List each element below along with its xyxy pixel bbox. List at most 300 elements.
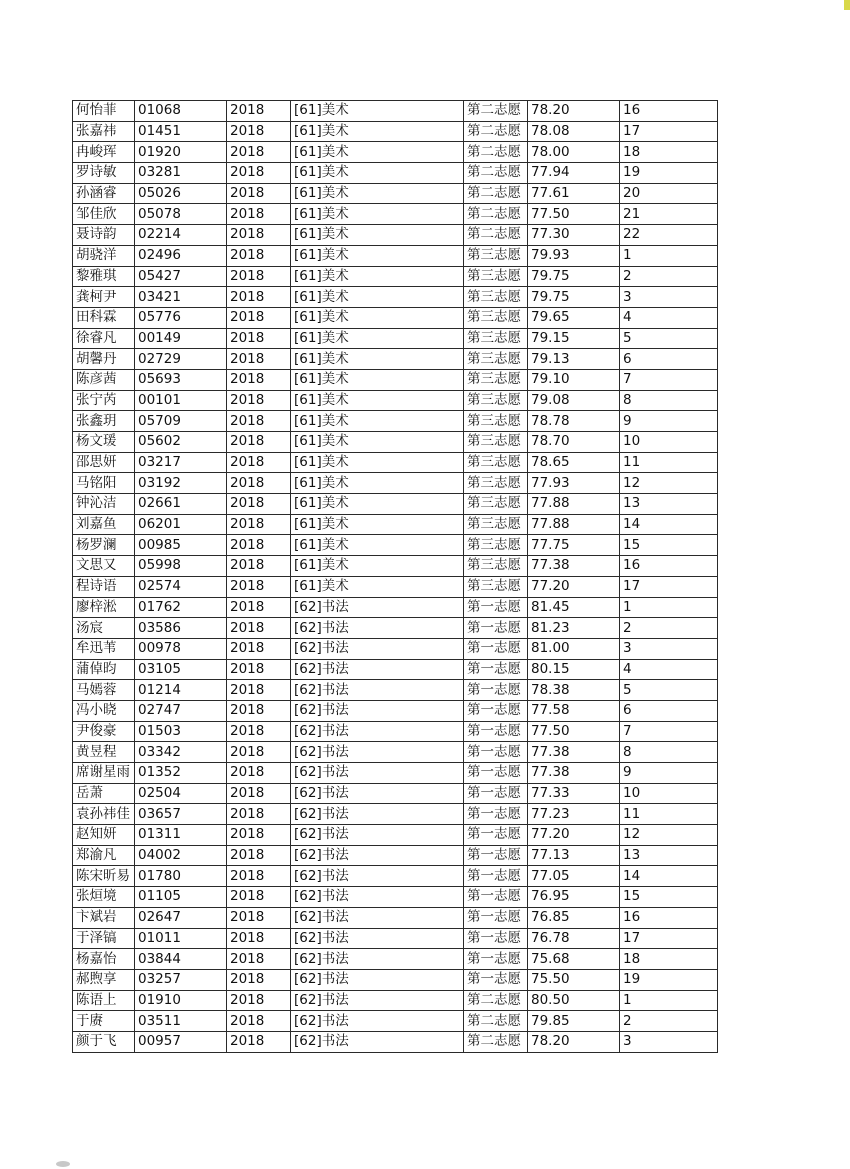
student-name-cell: 汤宸 xyxy=(73,618,135,639)
student-name-cell: 郑渝凡 xyxy=(73,845,135,866)
preference-cell: 第三志愿 xyxy=(464,576,528,597)
subject-cell: [61]美术 xyxy=(291,494,464,515)
subject-cell: [62]书法 xyxy=(291,907,464,928)
student-name-cell: 刘嘉鱼 xyxy=(73,514,135,535)
preference-cell: 第一志愿 xyxy=(464,638,528,659)
student-name-cell: 田科霖 xyxy=(73,307,135,328)
exam-number-cell: 06201 xyxy=(135,514,227,535)
preference-cell: 第一志愿 xyxy=(464,680,528,701)
table-row xyxy=(73,349,718,370)
student-name-cell: 邹佳欣 xyxy=(73,204,135,225)
score-cell: 77.88 xyxy=(528,514,620,535)
preference-cell: 第一志愿 xyxy=(464,804,528,825)
student-name-cell: 钟沁洁 xyxy=(73,494,135,515)
exam-number-cell: 05602 xyxy=(135,432,227,453)
year-cell: 2018 xyxy=(227,700,291,721)
rank-cell: 7 xyxy=(620,369,718,390)
rank-cell: 1 xyxy=(620,597,718,618)
year-cell: 2018 xyxy=(227,928,291,949)
score-cell: 76.78 xyxy=(528,928,620,949)
rank-cell: 19 xyxy=(620,969,718,990)
year-cell: 2018 xyxy=(227,204,291,225)
student-name-cell: 张烜境 xyxy=(73,887,135,908)
table-row xyxy=(73,763,718,784)
subject-cell: [62]书法 xyxy=(291,638,464,659)
table-row xyxy=(73,638,718,659)
student-name-cell: 赵知妍 xyxy=(73,825,135,846)
exam-number-cell: 01762 xyxy=(135,597,227,618)
score-cell: 78.78 xyxy=(528,411,620,432)
rank-cell: 10 xyxy=(620,432,718,453)
subject-cell: [61]美术 xyxy=(291,390,464,411)
year-cell: 2018 xyxy=(227,349,291,370)
rank-cell: 3 xyxy=(620,1031,718,1052)
table-row xyxy=(73,266,718,287)
preference-cell: 第三志愿 xyxy=(464,307,528,328)
table-row xyxy=(73,845,718,866)
score-cell: 79.65 xyxy=(528,307,620,328)
subject-cell: [62]书法 xyxy=(291,928,464,949)
preference-cell: 第三志愿 xyxy=(464,328,528,349)
score-cell: 77.88 xyxy=(528,494,620,515)
preference-cell: 第一志愿 xyxy=(464,742,528,763)
table-row xyxy=(73,204,718,225)
student-name-cell: 岳萧 xyxy=(73,783,135,804)
preference-cell: 第二志愿 xyxy=(464,990,528,1011)
preference-cell: 第一志愿 xyxy=(464,969,528,990)
subject-cell: [62]书法 xyxy=(291,1011,464,1032)
year-cell: 2018 xyxy=(227,659,291,680)
student-name-cell: 于赓 xyxy=(73,1011,135,1032)
year-cell: 2018 xyxy=(227,101,291,122)
year-cell: 2018 xyxy=(227,1011,291,1032)
score-cell: 77.94 xyxy=(528,163,620,184)
student-name-cell: 杨嘉怡 xyxy=(73,949,135,970)
year-cell: 2018 xyxy=(227,245,291,266)
student-name-cell: 张嘉祎 xyxy=(73,121,135,142)
admission-score-table xyxy=(72,100,718,1053)
scan-edge-mark xyxy=(844,0,850,10)
student-name-cell: 马嫣蓉 xyxy=(73,680,135,701)
year-cell: 2018 xyxy=(227,432,291,453)
student-name-cell: 颜于飞 xyxy=(73,1031,135,1052)
student-name-cell: 尹俊豪 xyxy=(73,721,135,742)
score-cell: 78.00 xyxy=(528,142,620,163)
subject-cell: [61]美术 xyxy=(291,535,464,556)
table-row xyxy=(73,328,718,349)
rank-cell: 8 xyxy=(620,390,718,411)
rank-cell: 1 xyxy=(620,990,718,1011)
exam-number-cell: 02647 xyxy=(135,907,227,928)
exam-number-cell: 05709 xyxy=(135,411,227,432)
exam-number-cell: 00957 xyxy=(135,1031,227,1052)
rank-cell: 12 xyxy=(620,473,718,494)
table-row xyxy=(73,287,718,308)
score-cell: 78.20 xyxy=(528,1031,620,1052)
subject-cell: [61]美术 xyxy=(291,473,464,494)
student-name-cell: 聂诗韵 xyxy=(73,225,135,246)
year-cell: 2018 xyxy=(227,121,291,142)
subject-cell: [61]美术 xyxy=(291,287,464,308)
preference-cell: 第一志愿 xyxy=(464,659,528,680)
exam-number-cell: 03511 xyxy=(135,1011,227,1032)
table-row xyxy=(73,907,718,928)
exam-number-cell: 01503 xyxy=(135,721,227,742)
preference-cell: 第三志愿 xyxy=(464,514,528,535)
preference-cell: 第二志愿 xyxy=(464,101,528,122)
subject-cell: [61]美术 xyxy=(291,163,464,184)
preference-cell: 第三志愿 xyxy=(464,494,528,515)
preference-cell: 第一志愿 xyxy=(464,907,528,928)
exam-number-cell: 05427 xyxy=(135,266,227,287)
exam-number-cell: 01910 xyxy=(135,990,227,1011)
subject-cell: [62]书法 xyxy=(291,866,464,887)
table-row xyxy=(73,949,718,970)
year-cell: 2018 xyxy=(227,763,291,784)
subject-cell: [61]美术 xyxy=(291,452,464,473)
subject-cell: [61]美术 xyxy=(291,411,464,432)
rank-cell: 3 xyxy=(620,287,718,308)
subject-cell: [62]书法 xyxy=(291,659,464,680)
rank-cell: 16 xyxy=(620,556,718,577)
student-name-cell: 冉峻珲 xyxy=(73,142,135,163)
exam-number-cell: 01105 xyxy=(135,887,227,908)
score-cell: 77.20 xyxy=(528,576,620,597)
table-row xyxy=(73,576,718,597)
score-cell: 77.23 xyxy=(528,804,620,825)
year-cell: 2018 xyxy=(227,742,291,763)
student-name-cell: 张宁芮 xyxy=(73,390,135,411)
rank-cell: 10 xyxy=(620,783,718,804)
rank-cell: 19 xyxy=(620,163,718,184)
rank-cell: 5 xyxy=(620,680,718,701)
exam-number-cell: 03257 xyxy=(135,969,227,990)
student-name-cell: 袁孙祎佳 xyxy=(73,804,135,825)
table-row xyxy=(73,825,718,846)
preference-cell: 第一志愿 xyxy=(464,887,528,908)
preference-cell: 第三志愿 xyxy=(464,535,528,556)
table-row xyxy=(73,163,718,184)
exam-number-cell: 02661 xyxy=(135,494,227,515)
score-cell: 75.68 xyxy=(528,949,620,970)
exam-number-cell: 02729 xyxy=(135,349,227,370)
year-cell: 2018 xyxy=(227,287,291,308)
year-cell: 2018 xyxy=(227,163,291,184)
score-cell: 75.50 xyxy=(528,969,620,990)
subject-cell: [61]美术 xyxy=(291,142,464,163)
student-name-cell: 何怡菲 xyxy=(73,101,135,122)
year-cell: 2018 xyxy=(227,142,291,163)
student-name-cell: 胡馨丹 xyxy=(73,349,135,370)
preference-cell: 第三志愿 xyxy=(464,432,528,453)
subject-cell: [61]美术 xyxy=(291,432,464,453)
preference-cell: 第一志愿 xyxy=(464,700,528,721)
rank-cell: 9 xyxy=(620,763,718,784)
year-cell: 2018 xyxy=(227,328,291,349)
subject-cell: [62]书法 xyxy=(291,969,464,990)
subject-cell: [61]美术 xyxy=(291,307,464,328)
year-cell: 2018 xyxy=(227,473,291,494)
subject-cell: [62]书法 xyxy=(291,804,464,825)
preference-cell: 第一志愿 xyxy=(464,825,528,846)
score-cell: 78.20 xyxy=(528,101,620,122)
rank-cell: 3 xyxy=(620,638,718,659)
rank-cell: 15 xyxy=(620,887,718,908)
preference-cell: 第一志愿 xyxy=(464,721,528,742)
year-cell: 2018 xyxy=(227,1031,291,1052)
year-cell: 2018 xyxy=(227,845,291,866)
student-name-cell: 龚柯尹 xyxy=(73,287,135,308)
exam-number-cell: 02504 xyxy=(135,783,227,804)
table-row xyxy=(73,369,718,390)
year-cell: 2018 xyxy=(227,452,291,473)
student-name-cell: 罗诗敏 xyxy=(73,163,135,184)
exam-number-cell: 04002 xyxy=(135,845,227,866)
score-cell: 78.08 xyxy=(528,121,620,142)
exam-number-cell: 01311 xyxy=(135,825,227,846)
rank-cell: 6 xyxy=(620,700,718,721)
table-row xyxy=(73,990,718,1011)
preference-cell: 第二志愿 xyxy=(464,142,528,163)
subject-cell: [62]书法 xyxy=(291,618,464,639)
exam-number-cell: 05026 xyxy=(135,183,227,204)
table-row xyxy=(73,680,718,701)
student-name-cell: 邵思妍 xyxy=(73,452,135,473)
exam-number-cell: 01214 xyxy=(135,680,227,701)
subject-cell: [61]美术 xyxy=(291,556,464,577)
rank-cell: 17 xyxy=(620,928,718,949)
rank-cell: 1 xyxy=(620,245,718,266)
score-cell: 77.38 xyxy=(528,742,620,763)
student-name-cell: 杨文瑗 xyxy=(73,432,135,453)
year-cell: 2018 xyxy=(227,576,291,597)
subject-cell: [62]书法 xyxy=(291,700,464,721)
preference-cell: 第二志愿 xyxy=(464,183,528,204)
student-name-cell: 孙涵睿 xyxy=(73,183,135,204)
table-row xyxy=(73,721,718,742)
year-cell: 2018 xyxy=(227,990,291,1011)
year-cell: 2018 xyxy=(227,514,291,535)
rank-cell: 11 xyxy=(620,804,718,825)
rank-cell: 21 xyxy=(620,204,718,225)
preference-cell: 第三志愿 xyxy=(464,266,528,287)
student-name-cell: 蒲倬昀 xyxy=(73,659,135,680)
subject-cell: [62]书法 xyxy=(291,887,464,908)
preference-cell: 第一志愿 xyxy=(464,783,528,804)
table-row xyxy=(73,432,718,453)
rank-cell: 18 xyxy=(620,949,718,970)
exam-number-cell: 00985 xyxy=(135,535,227,556)
rank-cell: 16 xyxy=(620,101,718,122)
subject-cell: [61]美术 xyxy=(291,576,464,597)
score-cell: 81.00 xyxy=(528,638,620,659)
preference-cell: 第二志愿 xyxy=(464,204,528,225)
score-cell: 76.95 xyxy=(528,887,620,908)
preference-cell: 第二志愿 xyxy=(464,225,528,246)
year-cell: 2018 xyxy=(227,535,291,556)
year-cell: 2018 xyxy=(227,369,291,390)
year-cell: 2018 xyxy=(227,411,291,432)
year-cell: 2018 xyxy=(227,680,291,701)
exam-number-cell: 01780 xyxy=(135,866,227,887)
exam-number-cell: 01352 xyxy=(135,763,227,784)
table-row xyxy=(73,783,718,804)
year-cell: 2018 xyxy=(227,825,291,846)
table-row xyxy=(73,928,718,949)
exam-number-cell: 01011 xyxy=(135,928,227,949)
student-name-cell: 卞斌岩 xyxy=(73,907,135,928)
rank-cell: 8 xyxy=(620,742,718,763)
preference-cell: 第一志愿 xyxy=(464,949,528,970)
score-cell: 77.50 xyxy=(528,204,620,225)
rank-cell: 15 xyxy=(620,535,718,556)
table-row xyxy=(73,121,718,142)
student-name-cell: 马铭阳 xyxy=(73,473,135,494)
preference-cell: 第一志愿 xyxy=(464,845,528,866)
preference-cell: 第一志愿 xyxy=(464,597,528,618)
subject-cell: [62]书法 xyxy=(291,825,464,846)
exam-number-cell: 03586 xyxy=(135,618,227,639)
table-row xyxy=(73,411,718,432)
preference-cell: 第三志愿 xyxy=(464,369,528,390)
student-name-cell: 文思又 xyxy=(73,556,135,577)
subject-cell: [62]书法 xyxy=(291,721,464,742)
rank-cell: 17 xyxy=(620,121,718,142)
table-row xyxy=(73,1011,718,1032)
score-cell: 77.20 xyxy=(528,825,620,846)
score-cell: 77.61 xyxy=(528,183,620,204)
table-row xyxy=(73,742,718,763)
preference-cell: 第二志愿 xyxy=(464,121,528,142)
year-cell: 2018 xyxy=(227,556,291,577)
subject-cell: [62]书法 xyxy=(291,1031,464,1052)
score-cell: 76.85 xyxy=(528,907,620,928)
preference-cell: 第二志愿 xyxy=(464,1031,528,1052)
table-row xyxy=(73,887,718,908)
student-name-cell: 冯小晓 xyxy=(73,700,135,721)
preference-cell: 第三志愿 xyxy=(464,287,528,308)
table-row xyxy=(73,183,718,204)
score-cell: 81.23 xyxy=(528,618,620,639)
score-cell: 77.38 xyxy=(528,556,620,577)
student-name-cell: 黎雅琪 xyxy=(73,266,135,287)
subject-cell: [62]书法 xyxy=(291,680,464,701)
table-row xyxy=(73,700,718,721)
year-cell: 2018 xyxy=(227,949,291,970)
table-row xyxy=(73,101,718,122)
table-row xyxy=(73,659,718,680)
rank-cell: 14 xyxy=(620,866,718,887)
score-cell: 79.13 xyxy=(528,349,620,370)
rank-cell: 5 xyxy=(620,328,718,349)
preference-cell: 第三志愿 xyxy=(464,390,528,411)
rank-cell: 2 xyxy=(620,1011,718,1032)
preference-cell: 第三志愿 xyxy=(464,349,528,370)
score-cell: 80.15 xyxy=(528,659,620,680)
table-row xyxy=(73,494,718,515)
rank-cell: 9 xyxy=(620,411,718,432)
subject-cell: [61]美术 xyxy=(291,225,464,246)
score-cell: 79.15 xyxy=(528,328,620,349)
student-name-cell: 陈彦茜 xyxy=(73,369,135,390)
exam-number-cell: 03844 xyxy=(135,949,227,970)
preference-cell: 第一志愿 xyxy=(464,866,528,887)
exam-number-cell: 03342 xyxy=(135,742,227,763)
subject-cell: [61]美术 xyxy=(291,245,464,266)
score-cell: 78.65 xyxy=(528,452,620,473)
table-row xyxy=(73,969,718,990)
year-cell: 2018 xyxy=(227,307,291,328)
preference-cell: 第一志愿 xyxy=(464,618,528,639)
year-cell: 2018 xyxy=(227,618,291,639)
preference-cell: 第二志愿 xyxy=(464,163,528,184)
student-name-cell: 杨罗澜 xyxy=(73,535,135,556)
preference-cell: 第三志愿 xyxy=(464,411,528,432)
exam-number-cell: 02214 xyxy=(135,225,227,246)
preference-cell: 第三志愿 xyxy=(464,473,528,494)
exam-number-cell: 03192 xyxy=(135,473,227,494)
exam-number-cell: 01920 xyxy=(135,142,227,163)
exam-number-cell: 02747 xyxy=(135,700,227,721)
table-body xyxy=(73,101,718,1053)
score-cell: 79.08 xyxy=(528,390,620,411)
exam-number-cell: 00101 xyxy=(135,390,227,411)
student-name-cell: 陈语上 xyxy=(73,990,135,1011)
preference-cell: 第一志愿 xyxy=(464,928,528,949)
year-cell: 2018 xyxy=(227,907,291,928)
student-name-cell: 于泽镐 xyxy=(73,928,135,949)
subject-cell: [61]美术 xyxy=(291,266,464,287)
table-row xyxy=(73,535,718,556)
year-cell: 2018 xyxy=(227,390,291,411)
score-cell: 79.93 xyxy=(528,245,620,266)
subject-cell: [61]美术 xyxy=(291,328,464,349)
rank-cell: 14 xyxy=(620,514,718,535)
score-cell: 79.75 xyxy=(528,266,620,287)
rank-cell: 2 xyxy=(620,266,718,287)
preference-cell: 第三志愿 xyxy=(464,556,528,577)
exam-number-cell: 05693 xyxy=(135,369,227,390)
score-cell: 81.45 xyxy=(528,597,620,618)
year-cell: 2018 xyxy=(227,866,291,887)
subject-cell: [61]美术 xyxy=(291,369,464,390)
table-row xyxy=(73,866,718,887)
year-cell: 2018 xyxy=(227,783,291,804)
rank-cell: 2 xyxy=(620,618,718,639)
year-cell: 2018 xyxy=(227,597,291,618)
score-cell: 78.38 xyxy=(528,680,620,701)
score-cell: 79.75 xyxy=(528,287,620,308)
subject-cell: [61]美术 xyxy=(291,204,464,225)
exam-number-cell: 05998 xyxy=(135,556,227,577)
year-cell: 2018 xyxy=(227,721,291,742)
subject-cell: [62]书法 xyxy=(291,763,464,784)
subject-cell: [62]书法 xyxy=(291,949,464,970)
rank-cell: 13 xyxy=(620,494,718,515)
rank-cell: 16 xyxy=(620,907,718,928)
subject-cell: [62]书法 xyxy=(291,845,464,866)
score-cell: 77.30 xyxy=(528,225,620,246)
table-row xyxy=(73,307,718,328)
score-cell: 79.10 xyxy=(528,369,620,390)
exam-number-cell: 05078 xyxy=(135,204,227,225)
student-name-cell: 陈宋昕易 xyxy=(73,866,135,887)
subject-cell: [61]美术 xyxy=(291,514,464,535)
student-name-cell: 牟迅苇 xyxy=(73,638,135,659)
rank-cell: 22 xyxy=(620,225,718,246)
table-row xyxy=(73,514,718,535)
year-cell: 2018 xyxy=(227,887,291,908)
